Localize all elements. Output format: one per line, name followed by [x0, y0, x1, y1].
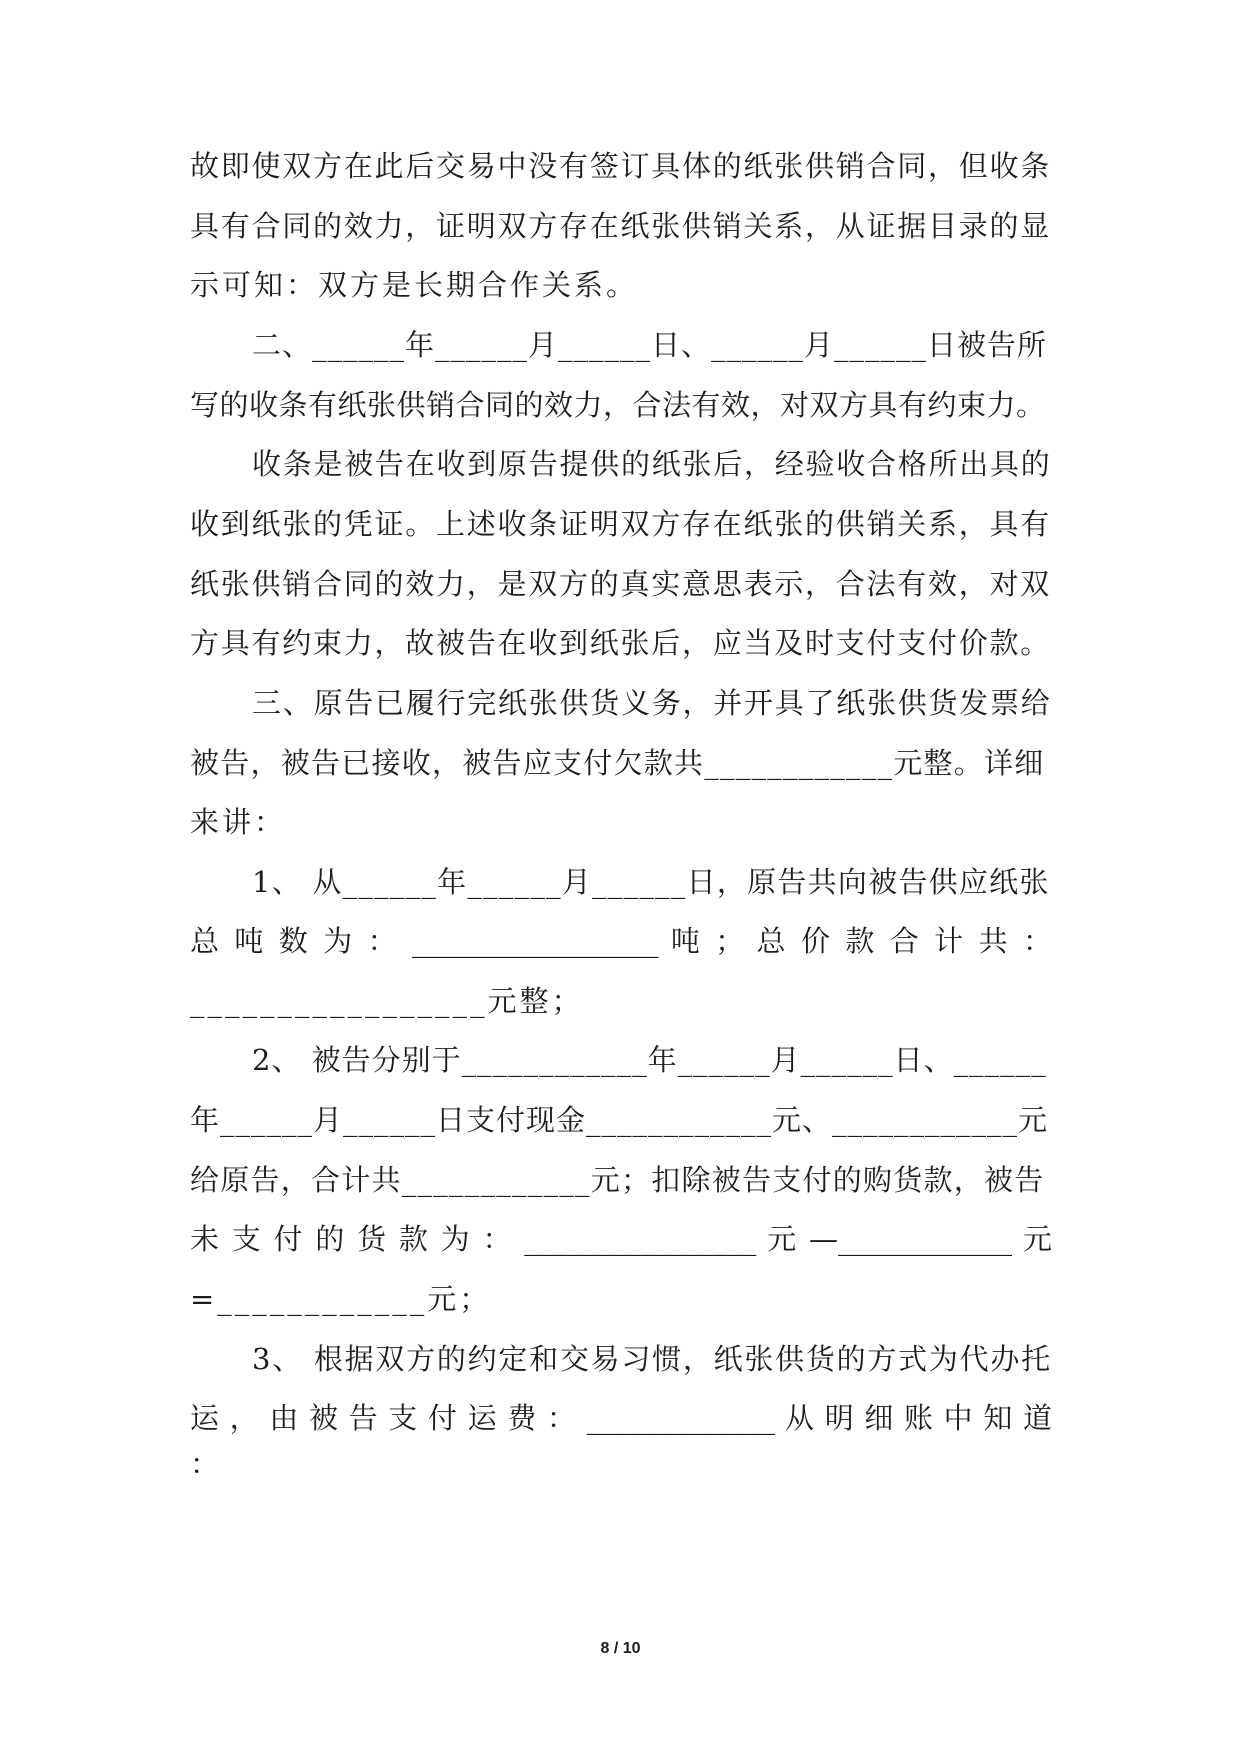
text-line: 3、 根据双方的约定和交易习惯，纸张供货的方式为代办托: [252, 1342, 1052, 1376]
text-line: 具有合同的效力，证明双方存在纸张供销关系，从证据目录的显: [190, 209, 1052, 243]
text-line: 运 ， 由 被 告 支 付 运 费 ： _____________ 从 明 细 账 中 知 道 ：: [190, 1401, 1052, 1481]
text-line: 1、 从______年______月______日，原告共向被告供应纸张: [252, 865, 1050, 899]
text-line: 来讲：: [190, 805, 287, 839]
text-line: 方具有约束力，故被告在收到纸张后，应当及时支付支付价款。: [190, 626, 1052, 660]
text-line: 给原告，合计共____________元；扣除被告支付的购货款，被告: [190, 1163, 1045, 1197]
text-line: 三、原告已履行完纸张供货义务，并开具了纸张供货发票给: [252, 686, 1052, 720]
text-line: 年______月______日支付现金____________元、____________元: [190, 1103, 1049, 1137]
text-line: 总 吨 数 为 ： _________________ 吨 ； 总 价 款 合 计 共 ：: [190, 924, 1052, 958]
page-number: 8 / 10: [600, 1640, 641, 1657]
text-line: _________________元整；: [190, 984, 584, 1018]
text-line: 二、______年______月______日、______月______日被告所: [252, 328, 1048, 362]
text-line: 收到纸张的凭证。上述收条证明双方存在纸张的供销关系，具有: [190, 507, 1052, 541]
text-line: 写的收条有纸张供销合同的效力，合法有效，对双方具有约束力。: [190, 388, 1046, 422]
text-line: =____________元；: [190, 1282, 492, 1316]
text-line: 被告，被告已接收，被告应支付欠款共____________元整。详细: [190, 746, 1045, 780]
text-line: 收条是被告在收到原告提供的纸张后，经验收合格所出具的: [252, 447, 1052, 481]
text-line: 未 支 付 的 货 款 为 ： ________________ 元 —____________ 元: [190, 1222, 1052, 1256]
text-line: 2、 被告分别于____________年______月______日、______: [252, 1043, 1047, 1077]
text-line: 示可知：双方是长期合作关系。: [190, 268, 639, 302]
text-line: 纸张供销合同的效力，是双方的真实意思表示，合法有效，对双: [190, 567, 1052, 601]
text-line: 故即使双方在此后交易中没有签订具体的纸张供销合同，但收条: [190, 149, 1052, 183]
